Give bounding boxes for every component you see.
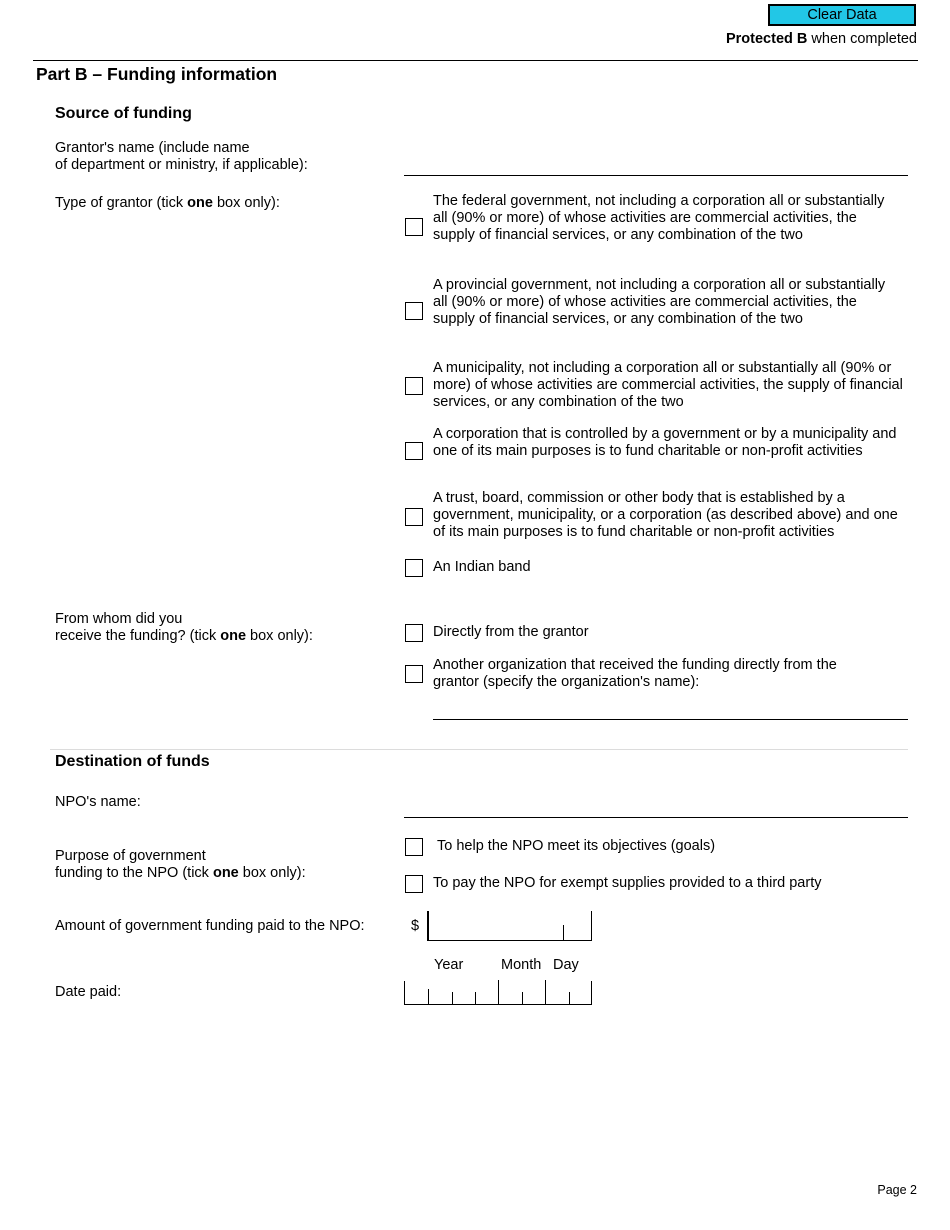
date-day-label: Day — [553, 957, 579, 973]
grantor-trust-checkbox[interactable] — [405, 508, 423, 526]
protected-bold: Protected B — [725, 31, 808, 47]
received-other-org-checkbox[interactable] — [405, 665, 423, 683]
npo-name-label: NPO's name: — [55, 794, 141, 810]
date-month-label: Month — [501, 957, 542, 973]
grantor-name-label-line-1: Grantor's name (include name — [55, 140, 250, 156]
part-title: Part B – Funding information — [36, 64, 278, 84]
section-title-source: Source of funding — [55, 105, 192, 122]
date-paid-input[interactable] — [404, 981, 592, 1005]
purpose-label-post: box only): — [238, 865, 306, 881]
date-digit-divider — [475, 992, 476, 1004]
purpose-exempt-supplies-option: To pay the NPO for exempt supplies provided to a third party — [433, 875, 822, 891]
grantor-provincial-checkbox[interactable] — [405, 302, 423, 320]
header-rule — [33, 60, 918, 61]
grantor-municipality-checkbox[interactable] — [405, 377, 423, 395]
date-paid-label: Date paid: — [55, 984, 122, 1000]
received-directly-checkbox[interactable] — [405, 624, 423, 642]
date-year-label: Year — [434, 957, 464, 973]
clear-data-button[interactable]: Clear Data — [768, 4, 916, 26]
protected-rest: when completed — [807, 31, 917, 47]
grantor-corporation-checkbox[interactable] — [405, 442, 423, 460]
purpose-label-pre: funding to the NPO (tick — [55, 865, 213, 881]
date-year-month-divider — [498, 980, 499, 1004]
grantor-type-label-bold: one — [187, 195, 213, 211]
grantor-name-input[interactable] — [404, 175, 908, 176]
grantor-type-label-pre: Type of grantor (tick — [55, 195, 188, 211]
received-label-post: box only): — [246, 628, 313, 644]
grantor-name-label-line-2: of department or ministry, if applicable): — [55, 157, 308, 173]
date-digit-divider — [522, 992, 523, 1004]
purpose-label-line-2 — [55, 865, 306, 882]
date-digit-divider — [452, 992, 453, 1004]
grantor-type-label-post: box only): — [212, 195, 280, 211]
page-number: Page 2 — [877, 1183, 917, 1197]
grantor-corporation-option: A corporation that is controlled by a government or by a municipality and one of its main purposes is to fund charitable or non-profit activities — [433, 426, 897, 459]
other-org-name-input[interactable] — [433, 719, 908, 720]
date-month-day-divider — [545, 980, 546, 1004]
received-from-label — [55, 611, 313, 645]
amount-label: Amount of government funding paid to the NPO: — [55, 918, 365, 934]
section-title-destination: Destination of funds — [55, 753, 210, 770]
date-digit-divider — [428, 989, 429, 1004]
grantor-indian-band-checkbox[interactable] — [405, 559, 423, 577]
received-label-pre: receive the funding? (tick — [55, 628, 221, 644]
received-label-bold: one — [220, 628, 247, 644]
grantor-name-label — [55, 140, 308, 174]
purpose-objectives-checkbox[interactable] — [405, 838, 423, 856]
grantor-federal-checkbox[interactable] — [405, 218, 423, 236]
grantor-indian-band-option: An Indian band — [433, 559, 531, 575]
grantor-municipality-option: A municipality, not including a corporation all or substantially all (90% or more) of whose activities are commercial activities, the supply of financial services, or any combination of the two — [433, 360, 903, 410]
received-directly-option: Directly from the grantor — [433, 624, 589, 640]
purpose-exempt-supplies-checkbox[interactable] — [405, 875, 423, 893]
grantor-trust-option: A trust, board, commission or other body that is established by a government, municipality, or a corporation (as described above) and one of its main purposes is to fund charitable or non-profit activities — [433, 490, 898, 540]
received-from-label-line-1: From whom did you — [55, 611, 183, 627]
purpose-objectives-option: To help the NPO meet its objectives (goals) — [437, 838, 716, 854]
amount-cents-divider — [563, 925, 564, 940]
protection-status — [726, 31, 917, 47]
grantor-federal-option: The federal government, not including a corporation all or substantially all (90% or more) of whose activities are commercial activities, the supply of financial services, or any combination of the two — [433, 193, 885, 243]
grantor-provincial-option: A provincial government, not including a corporation all or substantially all (90% or more) of whose activities are commercial activities, the supply of financial services, or any combination of the two — [433, 277, 886, 327]
section-divider — [50, 749, 908, 750]
received-from-label-line-2 — [55, 628, 313, 645]
purpose-label-line-1: Purpose of government — [55, 848, 206, 864]
grantor-type-label — [55, 195, 280, 212]
currency-symbol: $ — [411, 918, 420, 934]
date-digit-divider — [569, 992, 570, 1004]
purpose-label — [55, 848, 306, 882]
received-other-org-option: Another organization that received the funding directly from the grantor (specify the organization's name): — [433, 657, 837, 690]
npo-name-input[interactable] — [404, 817, 908, 818]
purpose-label-bold: one — [212, 865, 239, 881]
amount-input[interactable] — [427, 911, 592, 941]
